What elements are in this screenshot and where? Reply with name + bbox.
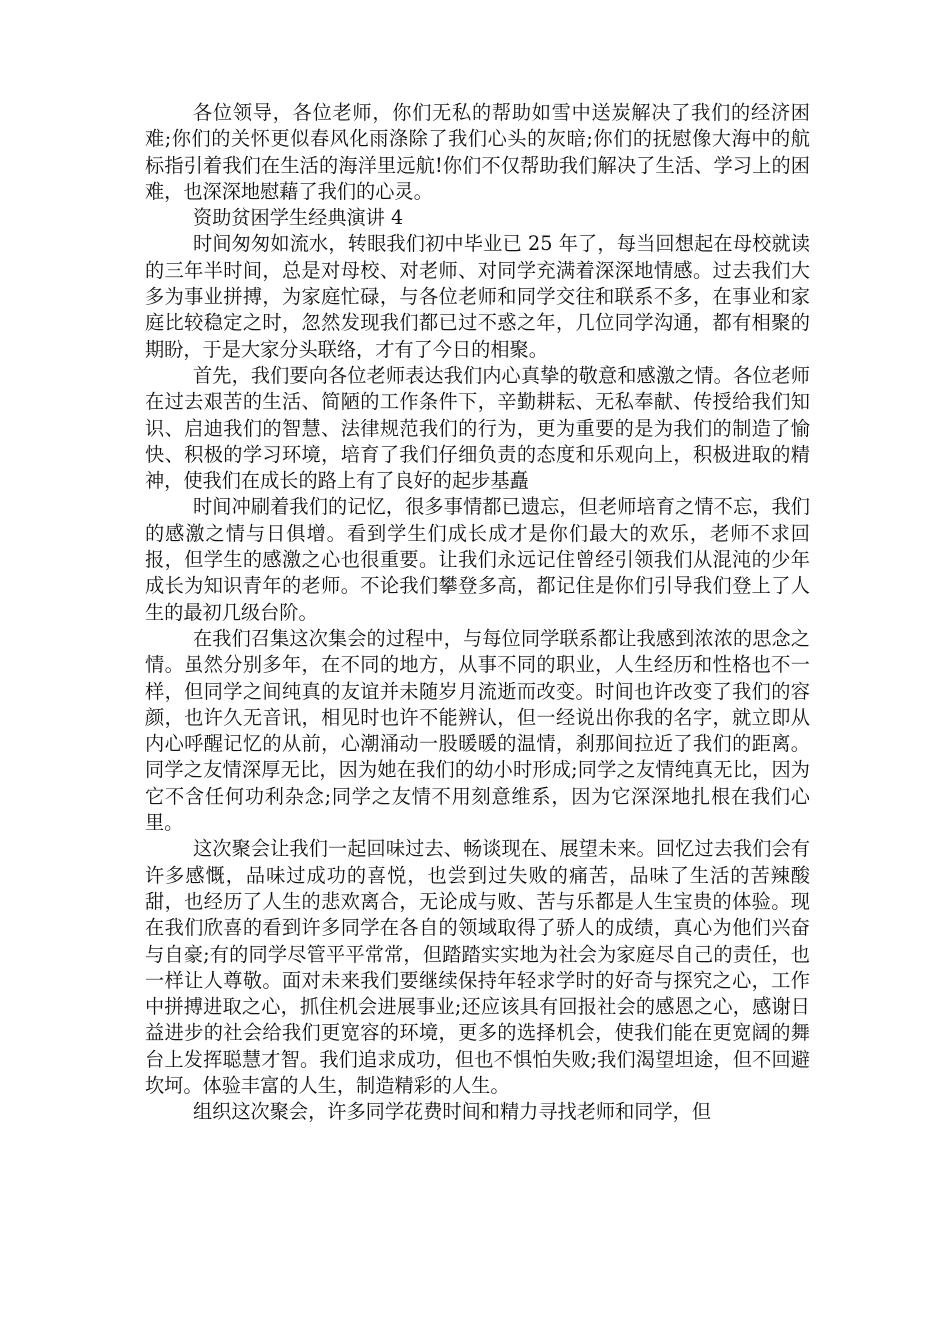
paragraph-3: 首先，我们要向各位老师表达我们内心真挚的敬意和感激之情。各位老师在过去艰苦的生活、简陋的工作条件下，辛勤耕耘、无私奉献、传授给我们知识、启迪我们的智慧、法律规范我们的行为，更为重要的是为我们的制造了愉快、积极的学习环境，培育了我们仔细负责的态度和乐观向上，积极进取的精神，使我们在成长的路上有了良好的起步基矗: [145, 363, 810, 493]
paragraph-5: 在我们召集这次集会的过程中，与每位同学联系都让我感到浓浓的思念之情。虽然分别多年，在不同的地方，从事不同的职业，人生经历和性格也不一样，但同学之间纯真的友谊并未随岁月流逝而改变。时间也许改变了我们的容颜，也许久无音讯，相见时也许不能辨认，但一经说出你我的名字，就立即从内心呼醒记忆的从前，心潮涌动一股暖暖的温情，刹那间拉近了我们的距离。同学之友情深厚无比，因为她在我们的幼小时形成;同学之友情纯真无比，因为它不含任何功利杂念;同学之友情不用刻意维系，因为它深深地扎根在我们心里。: [145, 626, 810, 835]
paragraph-1: 各位领导，各位老师，你们无私的帮助如雪中送炭解决了我们的经济困难;你们的关怀更似春风化雨涤除了我们心头的灰暗;你们的抚慰像大海中的航标指引着我们在生活的海洋里远航!你们不仅帮助我们解决了生活、学习上的困难，也深深地慰藉了我们的心灵。: [145, 101, 810, 203]
paragraph-6: 这次聚会让我们一起回味过去、畅谈现在、展望未来。回忆过去我们会有许多感慨，品味过成功的喜悦，也尝到过失败的痛苦，品味了生活的苦辣酸甜，也经历了人生的悲欢离合，无论成与败、苦与乐都是人生宝贵的体验。现在我们欣喜的看到许多同学在各自的领域取得了骄人的成绩，真心为他们兴奋与自豪;有的同学尽管平平常常，但踏踏实实地为社会为家庭尽自己的责任，也一样让人尊敬。面对未来我们要继续保持年轻求学时的好奇与探究之心，工作中拼搏进取之心，抓住机会进展事业;还应该具有回报社会的感恩之心，感谢日益进步的社会给我们更宽容的环境，更多的选择机会，使我们能在更宽阔的舞台上发挥聪慧才智。我们追求成功，但也不惧怕失败;我们渴望坦途，但不回避坎坷。体验丰富的人生，制造精彩的人生。: [145, 837, 810, 1097]
document-page: [145, 100, 810, 1126]
section-heading: 资助贫困学生经典演讲 4: [193, 206, 404, 230]
paragraph-2: 时间匆匆如流水，转眼我们初中毕业已 25 年了，每当回想起在母校就读的三年半时间，总是对母校、对老师、对同学充满着深深地情感。过去我们大多为事业拼搏，为家庭忙碌，与各位老师和同学交往和联系不多，在事业和家庭比较稳定之时，忽然发现我们都已过不惑之年，几位同学沟通，都有相聚的期盼，于是大家分头联络，才有了今日的相聚。: [145, 232, 810, 361]
paragraph-7: 组织这次聚会，许多同学花费时间和精力寻找老师和同学，但: [193, 1100, 712, 1124]
paragraph-4: 时间冲刷着我们的记忆，很多事情都已遗忘，但老师培育之情不忘，我们的感激之情与日俱增。看到学生们成长成才是你们最大的欢乐，老师不求回报，但学生的感激之心也很重要。让我们永远记住曾经引领我们从混沌的少年成长为知识青年的老师。不论我们攀登多高，都记住是你们引导我们登上了人生的最初几级台阶。: [145, 495, 810, 624]
